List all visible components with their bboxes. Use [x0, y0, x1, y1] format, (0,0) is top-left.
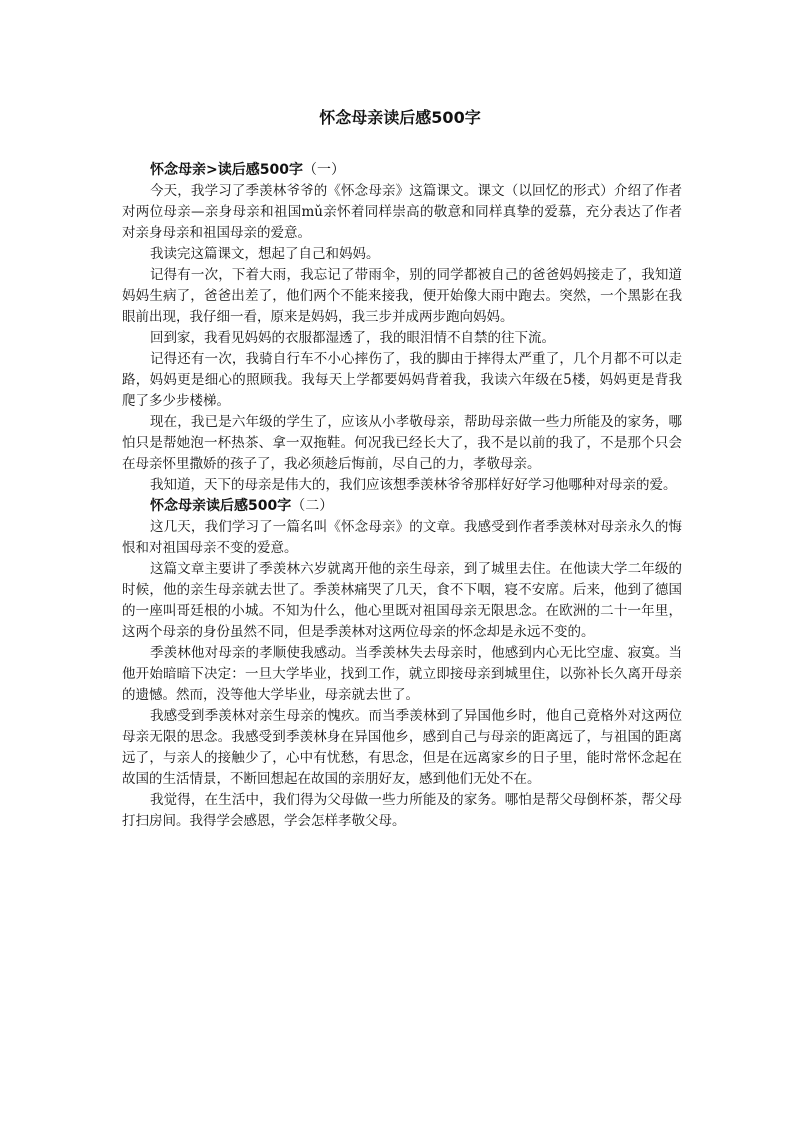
paragraph: 季羡林他对母亲的孝顺使我感动。当季羡林失去母亲时，他感到内心无比空虚、寂寞。当他开始暗暗下决定：一旦大学毕业，找到工作，就立即接母亲到城里住，以弥补长久离开母亲的遗憾。然而，没等他大学毕业，母亲就去世了。: [122, 645, 682, 703]
section-1: [122, 160, 682, 496]
paragraph: 我觉得，在生活中，我们得为父母做一些力所能及的家务。哪怕是帮父母倒杯茶，帮父母打扫房间。我得学会感恩，学会怎样孝敬父母。: [122, 792, 682, 829]
section-2: [122, 496, 682, 832]
paragraph: 记得有一次，下着大雨，我忘记了带雨伞，别的同学都被自己的爸爸妈妈接走了，我知道妈妈生病了，爸爸出差了，他们两个不能来接我，便开始像大雨中跑去。突然，一个黑影在我眼前出现，我仔细一看，原来是妈妈，我三步并成两步跑向妈妈。: [122, 267, 682, 325]
paragraph: 我感受到季羡林对亲生母亲的愧疚。而当季羡林到了异国他乡时，他自己竟格外对这两位母亲无限的思念。我感受到季羡林身在异国他乡，感到自己与母亲的距离远了，与祖国的距离远了，与亲人的接触少了，心中有忧愁，有思念，但是在远离家乡的日子里，能时常怀念起在故国的生活情景，不断回想起在故国的亲朋好友，感到他们无处不在。: [122, 708, 682, 787]
section-heading: [122, 160, 682, 181]
paragraph: 现在，我已是六年级的学生了，应该从小孝敬母亲，帮助母亲做一些力所能及的家务，哪怕只是帮她泡一杯热茶、拿一双拖鞋。何况我已经长大了，我不是以前的我了，不是那个只会在母亲怀里撒娇的孩子了，我必须趁后悔前，尽自己的力，孝敬母亲。: [122, 414, 682, 472]
paragraph: 记得还有一次，我骑自行车不小心摔伤了，我的脚由于摔得太严重了，几个月都不可以走路，妈妈更是细心的照顾我。我每天上学都要妈妈背着我，我读六年级在5楼，妈妈更是背我爬了多少步楼梯。: [122, 351, 682, 409]
paragraph: 我知道，天下的母亲是伟大的，我们应该想季羡林爷爷那样好好学习他哪种对母亲的爱。: [150, 477, 677, 493]
paragraph: 今天，我学习了季羡林爷爷的《怀念母亲》这篇课文。课文（以回忆的形式）介绍了作者对两位母亲—亲身母亲和祖国mǔ亲怀着同样崇高的敬意和同样真挚的爱慕，充分表达了作者对亲身母亲和祖国母亲的爱意。: [122, 183, 682, 241]
paragraph: 我读完这篇课文，想起了自己和妈妈。: [150, 246, 380, 262]
section-heading: [122, 496, 682, 517]
document-title: 怀念母亲读后感500字: [319, 108, 481, 127]
paragraph: 这几天，我们学习了一篇名叫《怀念母亲》的文章。我感受到作者季羡林对母亲永久的悔恨和对祖国母亲不变的爱意。: [122, 519, 682, 556]
paragraph: 回到家，我看见妈妈的衣服都湿透了，我的眼泪情不自禁的往下流。: [150, 330, 555, 346]
section-heading-text: 怀念母亲读后感500字: [150, 498, 292, 514]
section-heading-suffix: （二）: [291, 498, 334, 514]
document-body: [122, 160, 682, 832]
section-heading-text: 怀念母亲>读后感500字: [150, 162, 303, 178]
section-heading-suffix: （一）: [302, 162, 345, 178]
paragraph: 这篇文章主要讲了季羡林六岁就离开他的亲生母亲，到了城里去住。在他读大学二年级的时候，他的亲生母亲就去世了。季羡林痛哭了几天，食不下咽，寝不安席。后来，他到了德国的一座叫哥廷根的小城。不知为什么，他心里既对祖国母亲无限思念。在欧洲的二十一年里，这两个母亲的身份虽然不同，但是季羡林对这两位母亲的怀念却是永远不变的。: [122, 561, 682, 640]
